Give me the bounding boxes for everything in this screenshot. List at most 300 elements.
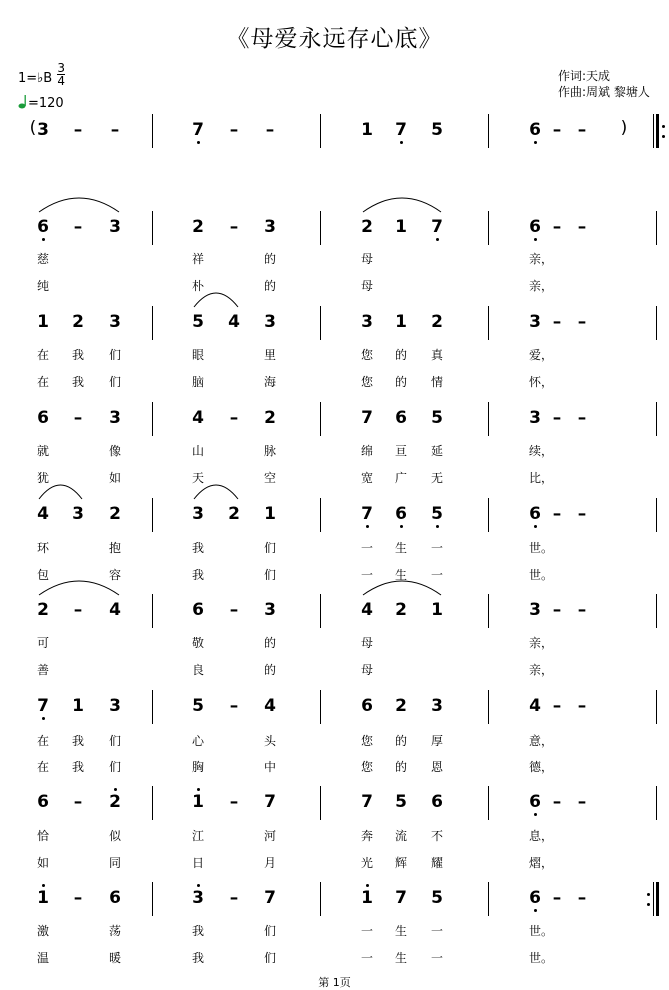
bar-line [488, 306, 489, 340]
lyric-verse-1: 在 [36, 348, 49, 362]
note: 6 [37, 408, 49, 428]
lyric-verse-1: 续， [529, 444, 554, 458]
note: 6 [431, 792, 443, 812]
key-label: 1=♭B [18, 71, 53, 86]
dash-note: – [229, 888, 239, 908]
lyric-verse-1: 就 [36, 444, 49, 458]
dash-note: – [577, 504, 587, 524]
repeat-dot [662, 125, 665, 128]
bar-line [320, 498, 321, 532]
bar-line [320, 402, 321, 436]
lyric-verse-2: 我 [71, 375, 84, 389]
lyric-verse-2: 在 [36, 760, 49, 774]
note: 7 [37, 696, 49, 716]
tempo-value: =120 [28, 96, 64, 111]
note: 6 [529, 504, 541, 524]
lyric-verse-2: 的 [263, 663, 276, 677]
lyric-verse-2: 生 [394, 568, 407, 582]
lyric-verse-2: 纯 [36, 279, 49, 293]
lyric-verse-2: 亲， [529, 663, 554, 677]
dash-note: – [552, 312, 562, 332]
lyric-verse-2: 空 [263, 471, 276, 485]
bar-line [152, 594, 153, 628]
lyric-verse-1: 生 [394, 541, 407, 555]
dash-note: – [552, 217, 562, 237]
note: 3 [192, 504, 204, 524]
lyric-verse-1: 们 [108, 348, 121, 362]
time-sig-top: 3 [57, 61, 65, 75]
dash-note: – [577, 888, 587, 908]
low-octave-dot [534, 525, 537, 528]
note: 5 [431, 888, 443, 908]
lyric-verse-1: 亘 [394, 444, 407, 458]
note: 3 [431, 696, 443, 716]
lyric-verse-2: 亲， [529, 279, 554, 293]
lyric-verse-2: 天 [191, 471, 204, 485]
lyric-verse-1: 的 [263, 252, 276, 266]
lyric-verse-2: 熠， [529, 856, 554, 870]
lyric-verse-1: 心 [191, 734, 204, 748]
lyric-verse-1: 一 [430, 541, 443, 555]
lyric-verse-1: 抱 [108, 541, 121, 555]
lyric-verse-1: 生 [394, 924, 407, 938]
lyric-verse-2: 的 [394, 375, 407, 389]
lyric-verse-2: 中 [263, 760, 276, 774]
bar-line [152, 114, 153, 148]
slur-arc [39, 197, 119, 213]
lyric-verse-2: 一 [430, 951, 443, 965]
low-octave-dot [197, 141, 200, 144]
dash-note: – [552, 696, 562, 716]
note: 1 [192, 792, 204, 812]
lyric-verse-1: 世。 [529, 924, 554, 938]
note: 5 [192, 696, 204, 716]
lyric-verse-2: 我 [191, 951, 204, 965]
song-title: 《母爱永远存心底》 [226, 26, 443, 52]
bar-line [152, 882, 153, 916]
note: 2 [72, 312, 84, 332]
lyric-verse-2: 宽 [360, 471, 373, 485]
lyric-verse-1: 世。 [529, 541, 554, 555]
note: 5 [431, 504, 443, 524]
bar-line [488, 114, 489, 148]
lyric-verse-2: 世。 [529, 568, 554, 582]
dash-note: – [229, 792, 239, 812]
note: 2 [37, 600, 49, 620]
lyric-verse-2: 脑 [191, 375, 204, 389]
lyric-verse-1: 可 [36, 636, 49, 650]
lyric-verse-1: 敬 [191, 636, 204, 650]
dash-note: – [577, 217, 587, 237]
lyric-verse-1: 的 [394, 348, 407, 362]
lyric-verse-1: 奔 [360, 829, 373, 843]
lyric-verse-2: 一 [430, 568, 443, 582]
lyric-verse-2: 一 [360, 951, 373, 965]
low-octave-dot [534, 238, 537, 241]
repeat-bar-thin [653, 114, 654, 148]
slur-arc [39, 484, 82, 500]
note: 4 [37, 504, 49, 524]
dash-note: – [552, 600, 562, 620]
lyric-verse-1: 流 [394, 829, 407, 843]
lyric-verse-2: 一 [360, 568, 373, 582]
lyric-verse-1: 厚 [430, 734, 443, 748]
lyric-verse-2: 暖 [108, 951, 121, 965]
lyric-verse-2: 世。 [529, 951, 554, 965]
bar-line [320, 114, 321, 148]
note: 1 [361, 888, 373, 908]
lyric-verse-2: 的 [394, 760, 407, 774]
repeat-dot [647, 903, 650, 906]
lyric-verse-1: 们 [108, 734, 121, 748]
lyric-verse-2: 朴 [191, 279, 204, 293]
lyric-verse-2: 您 [360, 760, 373, 774]
bar-line [320, 690, 321, 724]
note: 3 [264, 600, 276, 620]
note: 4 [109, 600, 121, 620]
note: 7 [395, 888, 407, 908]
lyric-verse-2: 良 [191, 663, 204, 677]
lyric-verse-1: 延 [430, 444, 443, 458]
lyric-verse-1: 河 [263, 829, 276, 843]
bar-line [488, 882, 489, 916]
note: 6 [395, 408, 407, 428]
bar-line [320, 306, 321, 340]
lyric-verse-2: 们 [263, 951, 276, 965]
note: 3 [109, 696, 121, 716]
note: 7 [264, 888, 276, 908]
bar-line [656, 211, 657, 245]
note: 3 [109, 408, 121, 428]
dash-note: – [229, 120, 239, 140]
dash-note: – [577, 696, 587, 716]
bar-line [152, 402, 153, 436]
note: 5 [431, 120, 443, 140]
dash-note: – [110, 120, 120, 140]
note: 2 [264, 408, 276, 428]
lyric-verse-1: 一 [360, 541, 373, 555]
lyric-verse-1: 恰 [36, 829, 49, 843]
note: 7 [361, 408, 373, 428]
lyric-verse-1: 们 [263, 924, 276, 938]
high-octave-dot [197, 884, 200, 887]
bar-line [488, 786, 489, 820]
low-octave-dot [436, 525, 439, 528]
lyric-verse-1: 母 [360, 252, 373, 266]
lyric-verse-2: 母 [360, 663, 373, 677]
lyric-verse-1: 慈 [36, 252, 49, 266]
note: 3 [37, 120, 49, 140]
bar-line [320, 594, 321, 628]
lyric-verse-1: 您 [360, 348, 373, 362]
bar-line [320, 211, 321, 245]
lyric-verse-2: 光 [360, 856, 373, 870]
dash-note: – [552, 120, 562, 140]
note: 7 [361, 504, 373, 524]
dash-note: – [73, 120, 83, 140]
bar-line [152, 498, 153, 532]
note: 1 [72, 696, 84, 716]
dash-note: – [577, 792, 587, 812]
note: 5 [395, 792, 407, 812]
lyricist-credit: 作词:天成 [558, 69, 611, 83]
slur-arc [194, 484, 238, 500]
lyric-verse-2: 善 [36, 663, 49, 677]
lyric-verse-2: 同 [108, 856, 121, 870]
high-octave-dot [366, 884, 369, 887]
repeat-bar-thick [656, 882, 659, 916]
lyric-verse-2: 无 [430, 471, 443, 485]
lyric-verse-1: 里 [263, 348, 276, 362]
lyric-verse-1: 头 [263, 734, 276, 748]
note: 3 [192, 888, 204, 908]
lyric-verse-1: 眼 [191, 348, 204, 362]
lyric-verse-2: 情 [430, 375, 443, 389]
bar-line [656, 306, 657, 340]
dash-note: – [73, 217, 83, 237]
lyric-verse-2: 犹 [36, 471, 49, 485]
lyric-verse-1: 意， [529, 734, 554, 748]
note: 3 [529, 408, 541, 428]
low-octave-dot [436, 238, 439, 241]
note: 1 [264, 504, 276, 524]
note: 2 [395, 696, 407, 716]
note: 4 [529, 696, 541, 716]
dash-note: – [229, 217, 239, 237]
dash-note: – [229, 600, 239, 620]
lyric-verse-2: 如 [36, 856, 49, 870]
dash-note: – [552, 792, 562, 812]
low-octave-dot [42, 238, 45, 241]
note: 2 [431, 312, 443, 332]
note: 7 [431, 217, 443, 237]
dash-note: – [552, 408, 562, 428]
bar-line [488, 594, 489, 628]
lyric-verse-2: 恩 [430, 760, 443, 774]
lyric-verse-1: 的 [394, 734, 407, 748]
note: 2 [109, 504, 121, 524]
repeat-dot [662, 135, 665, 138]
lyric-verse-1: 亲， [529, 252, 554, 266]
dash-note: – [552, 888, 562, 908]
bar-line [488, 211, 489, 245]
quarter-note-icon [18, 95, 28, 109]
bar-line [320, 786, 321, 820]
lyric-verse-2: 耀 [430, 856, 443, 870]
lyric-verse-2: 生 [394, 951, 407, 965]
repeat-bar-thin [653, 882, 654, 916]
lyric-verse-2: 我 [191, 568, 204, 582]
note: 7 [361, 792, 373, 812]
lyric-verse-2: 比， [529, 471, 554, 485]
lyric-verse-2: 温 [36, 951, 49, 965]
lyric-verse-1: 我 [71, 734, 84, 748]
note: 4 [228, 312, 240, 332]
dash-note: – [577, 408, 587, 428]
time-sig-bottom: 4 [57, 74, 65, 88]
note: 2 [228, 504, 240, 524]
dash-note: – [229, 408, 239, 428]
note: 4 [264, 696, 276, 716]
note: 6 [109, 888, 121, 908]
note: 7 [395, 120, 407, 140]
note: 1 [37, 312, 49, 332]
note: 1 [431, 600, 443, 620]
lyric-verse-2: 们 [108, 760, 121, 774]
note: 1 [361, 120, 373, 140]
low-octave-dot [534, 909, 537, 912]
lyric-verse-1: 环 [36, 541, 49, 555]
lyric-verse-2: 包 [36, 568, 49, 582]
low-octave-dot [400, 141, 403, 144]
note: 6 [529, 792, 541, 812]
lyric-verse-2: 怀， [529, 375, 554, 389]
lyric-verse-2: 容 [108, 568, 121, 582]
repeat-dot [647, 893, 650, 896]
note: 4 [192, 408, 204, 428]
high-octave-dot [114, 788, 117, 791]
page-footer: 第 1页 [318, 976, 351, 989]
note: 6 [37, 217, 49, 237]
dash-note: – [73, 792, 83, 812]
repeat-bar-thick [656, 114, 659, 148]
bar-line [656, 690, 657, 724]
lyric-verse-1: 激 [36, 924, 49, 938]
lyric-verse-2: 海 [263, 375, 276, 389]
note: 1 [395, 312, 407, 332]
lyric-verse-1: 的 [263, 636, 276, 650]
key-signature [18, 61, 65, 91]
lyric-verse-1: 祥 [191, 252, 204, 266]
bar-line [152, 211, 153, 245]
bar-line [488, 402, 489, 436]
low-octave-dot [366, 525, 369, 528]
lyric-verse-2: 辉 [394, 856, 407, 870]
lyric-verse-2: 胸 [191, 760, 204, 774]
close-parenthesis: ) [620, 118, 628, 138]
bar-line [656, 786, 657, 820]
lyric-verse-1: 脉 [263, 444, 276, 458]
lyric-verse-1: 似 [108, 829, 121, 843]
high-octave-dot [42, 884, 45, 887]
note: 2 [109, 792, 121, 812]
lyric-verse-1: 不 [430, 829, 443, 843]
lyric-verse-2: 月 [263, 856, 276, 870]
bar-line [152, 786, 153, 820]
lyric-verse-1: 我 [191, 541, 204, 555]
composer-credit: 作曲:周斌 黎塘人 [558, 85, 650, 99]
note: 2 [192, 217, 204, 237]
lyric-verse-1: 像 [108, 444, 121, 458]
note: 3 [72, 504, 84, 524]
lyric-verse-1: 绵 [360, 444, 373, 458]
low-octave-dot [42, 717, 45, 720]
note: 3 [109, 312, 121, 332]
low-octave-dot [534, 813, 537, 816]
lyric-verse-2: 我 [71, 760, 84, 774]
bar-line [488, 690, 489, 724]
note: 2 [395, 600, 407, 620]
note: 6 [361, 696, 373, 716]
note: 7 [264, 792, 276, 812]
note: 6 [529, 217, 541, 237]
lyric-verse-2: 广 [394, 471, 407, 485]
lyric-verse-2: 在 [36, 375, 49, 389]
slur-arc [39, 580, 119, 596]
dash-note: – [265, 120, 275, 140]
lyric-verse-1: 真 [430, 348, 443, 362]
note: 6 [192, 600, 204, 620]
dash-note: – [552, 504, 562, 524]
note: 6 [529, 120, 541, 140]
lyric-verse-1: 荡 [108, 924, 121, 938]
lyric-verse-1: 一 [430, 924, 443, 938]
note: 1 [395, 217, 407, 237]
low-octave-dot [400, 525, 403, 528]
bar-line [656, 402, 657, 436]
lyric-verse-2: 的 [263, 279, 276, 293]
lyric-verse-2: 们 [108, 375, 121, 389]
dash-note: – [229, 696, 239, 716]
lyric-verse-1: 在 [36, 734, 49, 748]
note: 6 [529, 888, 541, 908]
bar-line [320, 882, 321, 916]
lyric-verse-1: 们 [263, 541, 276, 555]
slur-arc [363, 197, 441, 213]
low-octave-dot [534, 141, 537, 144]
dash-note: – [577, 600, 587, 620]
dash-note: – [73, 600, 83, 620]
lyric-verse-1: 我 [71, 348, 84, 362]
lyric-verse-1: 一 [360, 924, 373, 938]
note: 3 [529, 312, 541, 332]
lyric-verse-2: 们 [263, 568, 276, 582]
high-octave-dot [197, 788, 200, 791]
bar-line [152, 306, 153, 340]
lyric-verse-2: 您 [360, 375, 373, 389]
lyric-verse-1: 亲， [529, 636, 554, 650]
note: 1 [37, 888, 49, 908]
lyric-verse-2: 如 [108, 471, 121, 485]
lyric-verse-2: 母 [360, 279, 373, 293]
lyric-verse-1: 您 [360, 734, 373, 748]
note: 5 [192, 312, 204, 332]
lyric-verse-2: 日 [191, 856, 204, 870]
lyric-verse-1: 我 [191, 924, 204, 938]
slur-arc [194, 292, 238, 308]
lyric-verse-1: 江 [191, 829, 204, 843]
tempo-marking [18, 95, 64, 111]
bar-line [656, 594, 657, 628]
lyric-verse-2: 德， [529, 760, 554, 774]
open-parenthesis: ( [29, 118, 37, 138]
dash-note: – [577, 312, 587, 332]
bar-line [656, 498, 657, 532]
note: 5 [431, 408, 443, 428]
note: 3 [529, 600, 541, 620]
bar-line [152, 690, 153, 724]
note: 2 [361, 217, 373, 237]
note: 3 [109, 217, 121, 237]
note: 7 [192, 120, 204, 140]
lyric-verse-1: 爱， [529, 348, 554, 362]
lyric-verse-1: 母 [360, 636, 373, 650]
dash-note: – [73, 408, 83, 428]
note: 3 [264, 217, 276, 237]
note: 4 [361, 600, 373, 620]
lyric-verse-1: 息， [529, 829, 554, 843]
note: 3 [264, 312, 276, 332]
